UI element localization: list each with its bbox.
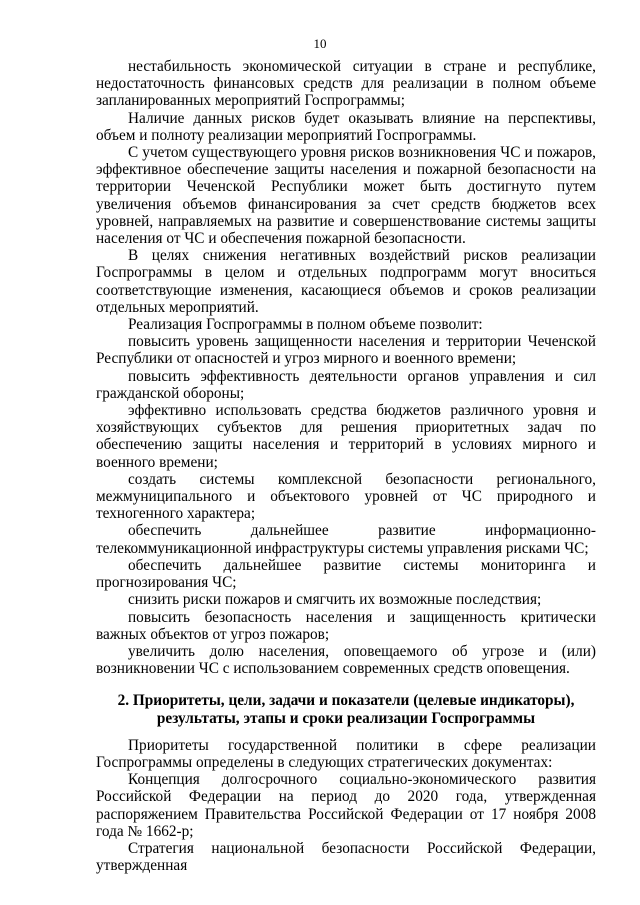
paragraph: создать системы комплексной безопасности регионального, межмуниципального и объектового уровней от ЧС природного и техногенного характера; [96, 470, 596, 523]
paragraph: обеспечить дальнейшее развитие информационно-телекоммуникационной инфраструктуры системы управления рисками ЧС; [96, 522, 596, 557]
paragraph-group-top [96, 58, 596, 677]
paragraph-group-bottom [96, 737, 596, 875]
paragraph: повысить уровень защищенности населения и территории Чеченской Республики от опасностей и угроз мирного и военного времени; [96, 333, 596, 368]
paragraph: нестабильность экономической ситуации в стране и республике, недостаточность финансовых средств для реализации в полном объеме запланированных мероприятий Госпрограммы; [96, 58, 596, 110]
section-heading-line: 2. Приоритеты, цели, задачи и показатели (целевые индикаторы), [117, 692, 575, 710]
paragraph: С учетом существующего уровня рисков возникновения ЧС и пожаров, эффективное обеспечение защиты населения и пожарной безопасности на территории Чеченской Республики может быть достигнуто путем увеличения объемов финансирования за счет средств бюджетов всех уровней, направляемых на развитие и совершенствование системы защиты населения от ЧС и обеспечения пожарной безопасности. [96, 144, 596, 248]
paragraph: повысить эффективность деятельности органов управления и сил гражданской обороны; [96, 367, 596, 402]
document-body [96, 58, 596, 874]
section-heading-line: результаты, этапы и сроки реализации Госпрограммы [156, 709, 536, 727]
paragraph: Стратегия национальной безопасности Российской Федерации, утвержденная [96, 839, 596, 875]
section-heading [96, 692, 596, 726]
paragraph: повысить безопасность населения и защищенность критически важных объектов от угроз пожаров; [96, 608, 596, 643]
paragraph: обеспечить дальнейшее развитие системы мониторинга и прогнозирования ЧС; [96, 556, 596, 592]
paragraph: Реализация Госпрограммы в полном объеме позволит: [128, 316, 483, 334]
paragraph: увеличить долю населения, оповещаемого об угрозе и (или) возникновении ЧС с использованием современных средств оповещения. [96, 642, 596, 678]
page-number: 10 [313, 36, 327, 51]
paragraph: В целях снижения негативных воздействий рисков реализации Госпрограммы в целом и отдельных подпрограмм могут вноситься соответствующие изменения, касающиеся объемов и сроков реализации отдельных мероприятий. [96, 247, 596, 316]
paragraph: Приоритеты государственной политики в сфере реализации Госпрограммы определены в следующих стратегических документах: [96, 736, 596, 771]
paragraph: Концепция долгосрочного социально-экономического развития Российской Федерации на период до 2020 года, утвержденная распоряжением Правительства Российской Федерации от 17 ноября 2008 года № 1662-р; [96, 771, 596, 840]
paragraph: эффективно использовать средства бюджетов различного уровня и хозяйствующих субъектов для решения приоритетных задач по обеспечению защиты населения и территорий в условиях мирного и военного времени; [96, 402, 596, 471]
paragraph: снизить риски пожаров и смягчить их возможные последствия; [128, 591, 542, 609]
paragraph: Наличие данных рисков будет оказывать влияние на перспективы, объем и полноту реализации мероприятий Госпрограммы. [96, 109, 596, 144]
